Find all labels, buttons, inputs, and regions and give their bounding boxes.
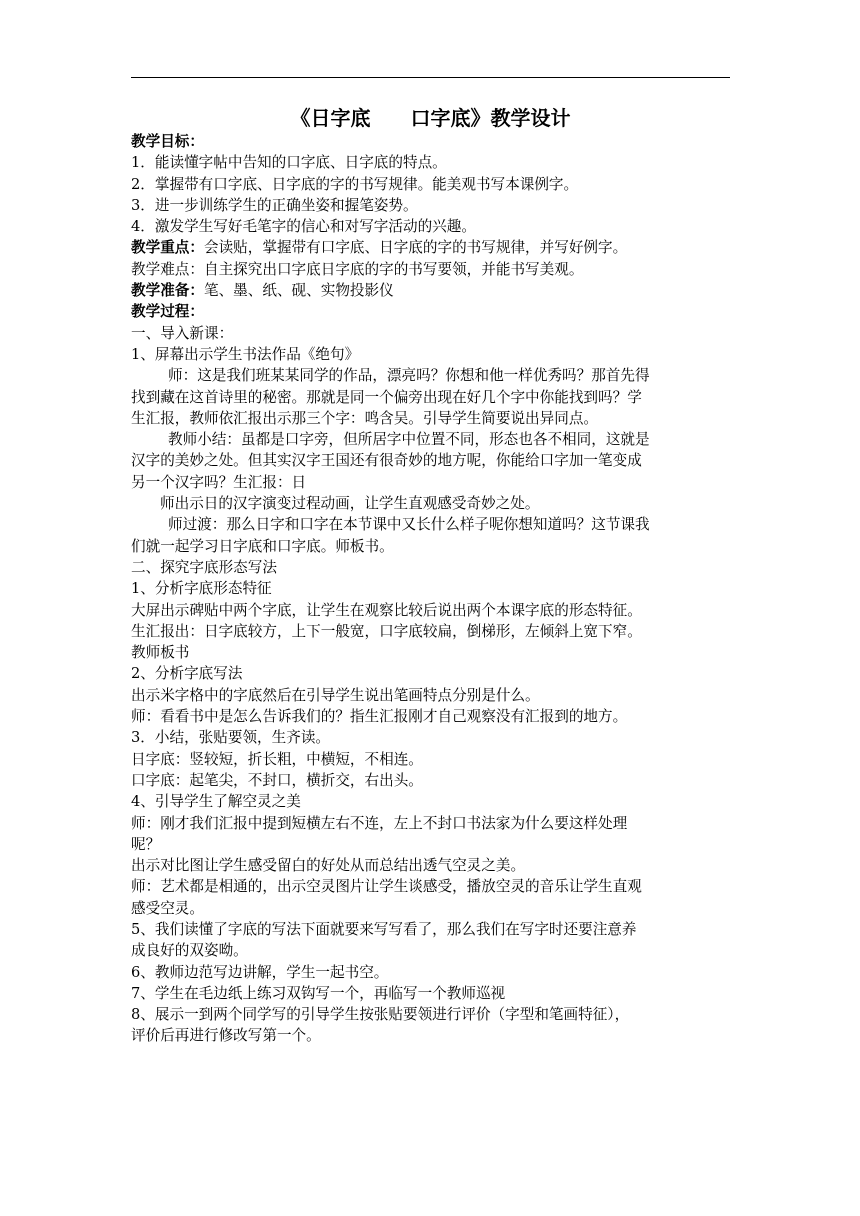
paragraph-line: 8、展示一到两个同学写的引导学生按张贴要领进行评价（字型和笔画特征），	[131, 1006, 630, 1024]
header-rule	[131, 77, 730, 78]
prep-label: 教学准备：	[131, 282, 204, 300]
document-body	[131, 131, 730, 1047]
subsection-heading: 4、引导学生了解空灵之美	[131, 793, 301, 811]
paragraph-line: 7、学生在毛边纸上练习双钩写一个，再临写一个教师巡视	[131, 984, 506, 1002]
paragraph-line: 师：刚才我们汇报中提到短横左右不连，左上不封口书法家为什么要这样处理	[131, 814, 628, 832]
paragraph-line: 生汇报，教师依汇报出示那三个字：鸣含吴。引导学生简要说出异同点。	[131, 409, 599, 427]
paragraph-line: 1、屏幕出示学生书法作品《绝句》	[131, 345, 360, 363]
paragraph-line: 师过渡：那么日字和口字在本节课中又长什么样子呢你想知道吗？这节课我	[168, 516, 650, 534]
paragraph-line: 师：艺术都是相通的，出示空灵图片让学生谈感受，播放空灵的音乐让学生直观	[131, 878, 642, 896]
key-point-label: 教学重点：	[131, 239, 204, 257]
paragraph-line: 教师小结：虽都是口字旁，但所居字中位置不同，形态也各不相同，这就是	[168, 431, 650, 449]
subsection-heading: 3．小结，张贴要领，生齐读。	[131, 729, 331, 747]
paragraph-line: 成良好的双姿呦。	[131, 942, 248, 960]
paragraph-line: 呢？	[131, 835, 161, 853]
subsection-heading: 2、分析字底写法	[131, 665, 243, 683]
paragraph-line: 汉字的美妙之处。但其实汉字王国还有很奇妙的地方呢，你能给口字加一笔变成	[131, 452, 642, 470]
paragraph-line: 5、我们读懂了字底的写法下面就要来写写看了，那么我们在写字时还要注意养	[131, 920, 637, 938]
paragraph-line: 另一个汉字吗？生汇报：日	[131, 473, 307, 491]
section-heading: 二、探究字底形态写法	[131, 558, 277, 576]
prep-text: 笔、墨、纸、砚、实物投影仪	[203, 282, 394, 300]
paragraph-line: 出示米字格中的字底然后在引导学生说出笔画特点分别是什么。	[131, 686, 540, 704]
key-point	[131, 237, 730, 258]
paragraph-line: 师出示日的汉字演变过程动画，让学生直观感受奇妙之处。	[160, 495, 540, 513]
difficulty	[131, 259, 730, 280]
document-title: 《日字底 口字底》教学设计	[290, 106, 571, 130]
paragraph-line: 师：看看书中是怎么告诉我们的？指生汇报刚才自己观察没有汇报到的地方。	[131, 708, 628, 726]
paragraph-line: 出示对比图让学生感受留白的好处从而总结出透气空灵之美。	[131, 857, 526, 875]
paragraph-line: 口字底：起笔尖，不封口，横折交，右出头。	[131, 771, 423, 789]
key-point-text: 会读贴，掌握带有口字底、日字底的字的书写规律，并写好例字。	[203, 239, 628, 257]
goal-item: 4．激发学生写好毛笔字的信心和对写字活动的兴趣。	[131, 218, 476, 236]
goal-item: 2．掌握带有口字底、日字底的字的书写规律。能美观书写本课例字。	[131, 175, 579, 193]
goals-heading: 教学目标：	[131, 133, 204, 150]
section-heading: 一、导入新课：	[131, 324, 234, 342]
difficulty-text: 自主探究出口字底日字底的字的书写要领，并能书写美观。	[203, 260, 584, 278]
paragraph-line: 生汇报出：日字底较方，上下一般宽，口字底较扁，倒梯形，左倾斜上宽下窄。	[131, 622, 642, 640]
paragraph-line: 师：这是我们班某某同学的作品，漂亮吗？你想和他一样优秀吗？那首先得	[168, 367, 650, 385]
paragraph-line: 大屏出示碑贴中两个字底，让学生在观察比较后说出两个本课字底的形态特征。	[131, 601, 642, 619]
process-heading: 教学过程：	[131, 303, 204, 321]
preparation	[131, 280, 730, 301]
goal-item: 1．能读懂字帖中告知的口字底、日字底的特点。	[131, 154, 447, 172]
paragraph-line: 评价后再进行修改写第一个。	[131, 1027, 321, 1045]
paragraph-line: 教师板书	[131, 644, 190, 662]
paragraph-line: 6、教师边范写边讲解，学生一起书空。	[131, 963, 389, 981]
subsection-heading: 1、分析字底形态特征	[131, 580, 272, 598]
paragraph-line: 感受空灵。	[131, 899, 204, 917]
difficulty-label: 教学难点：	[131, 260, 204, 278]
paragraph-line: 日字底：竖较短，折长粗，中横短，不相连。	[131, 750, 423, 768]
paragraph-line: 们就一起学习日字底和口字底。师板书。	[131, 537, 394, 555]
goal-item: 3．进一步训练学生的正确坐姿和握笔姿势。	[131, 196, 418, 214]
paragraph-line: 找到藏在这首诗里的秘密。那就是同一个偏旁出现在好几个字中你能找到吗？学	[131, 388, 642, 406]
